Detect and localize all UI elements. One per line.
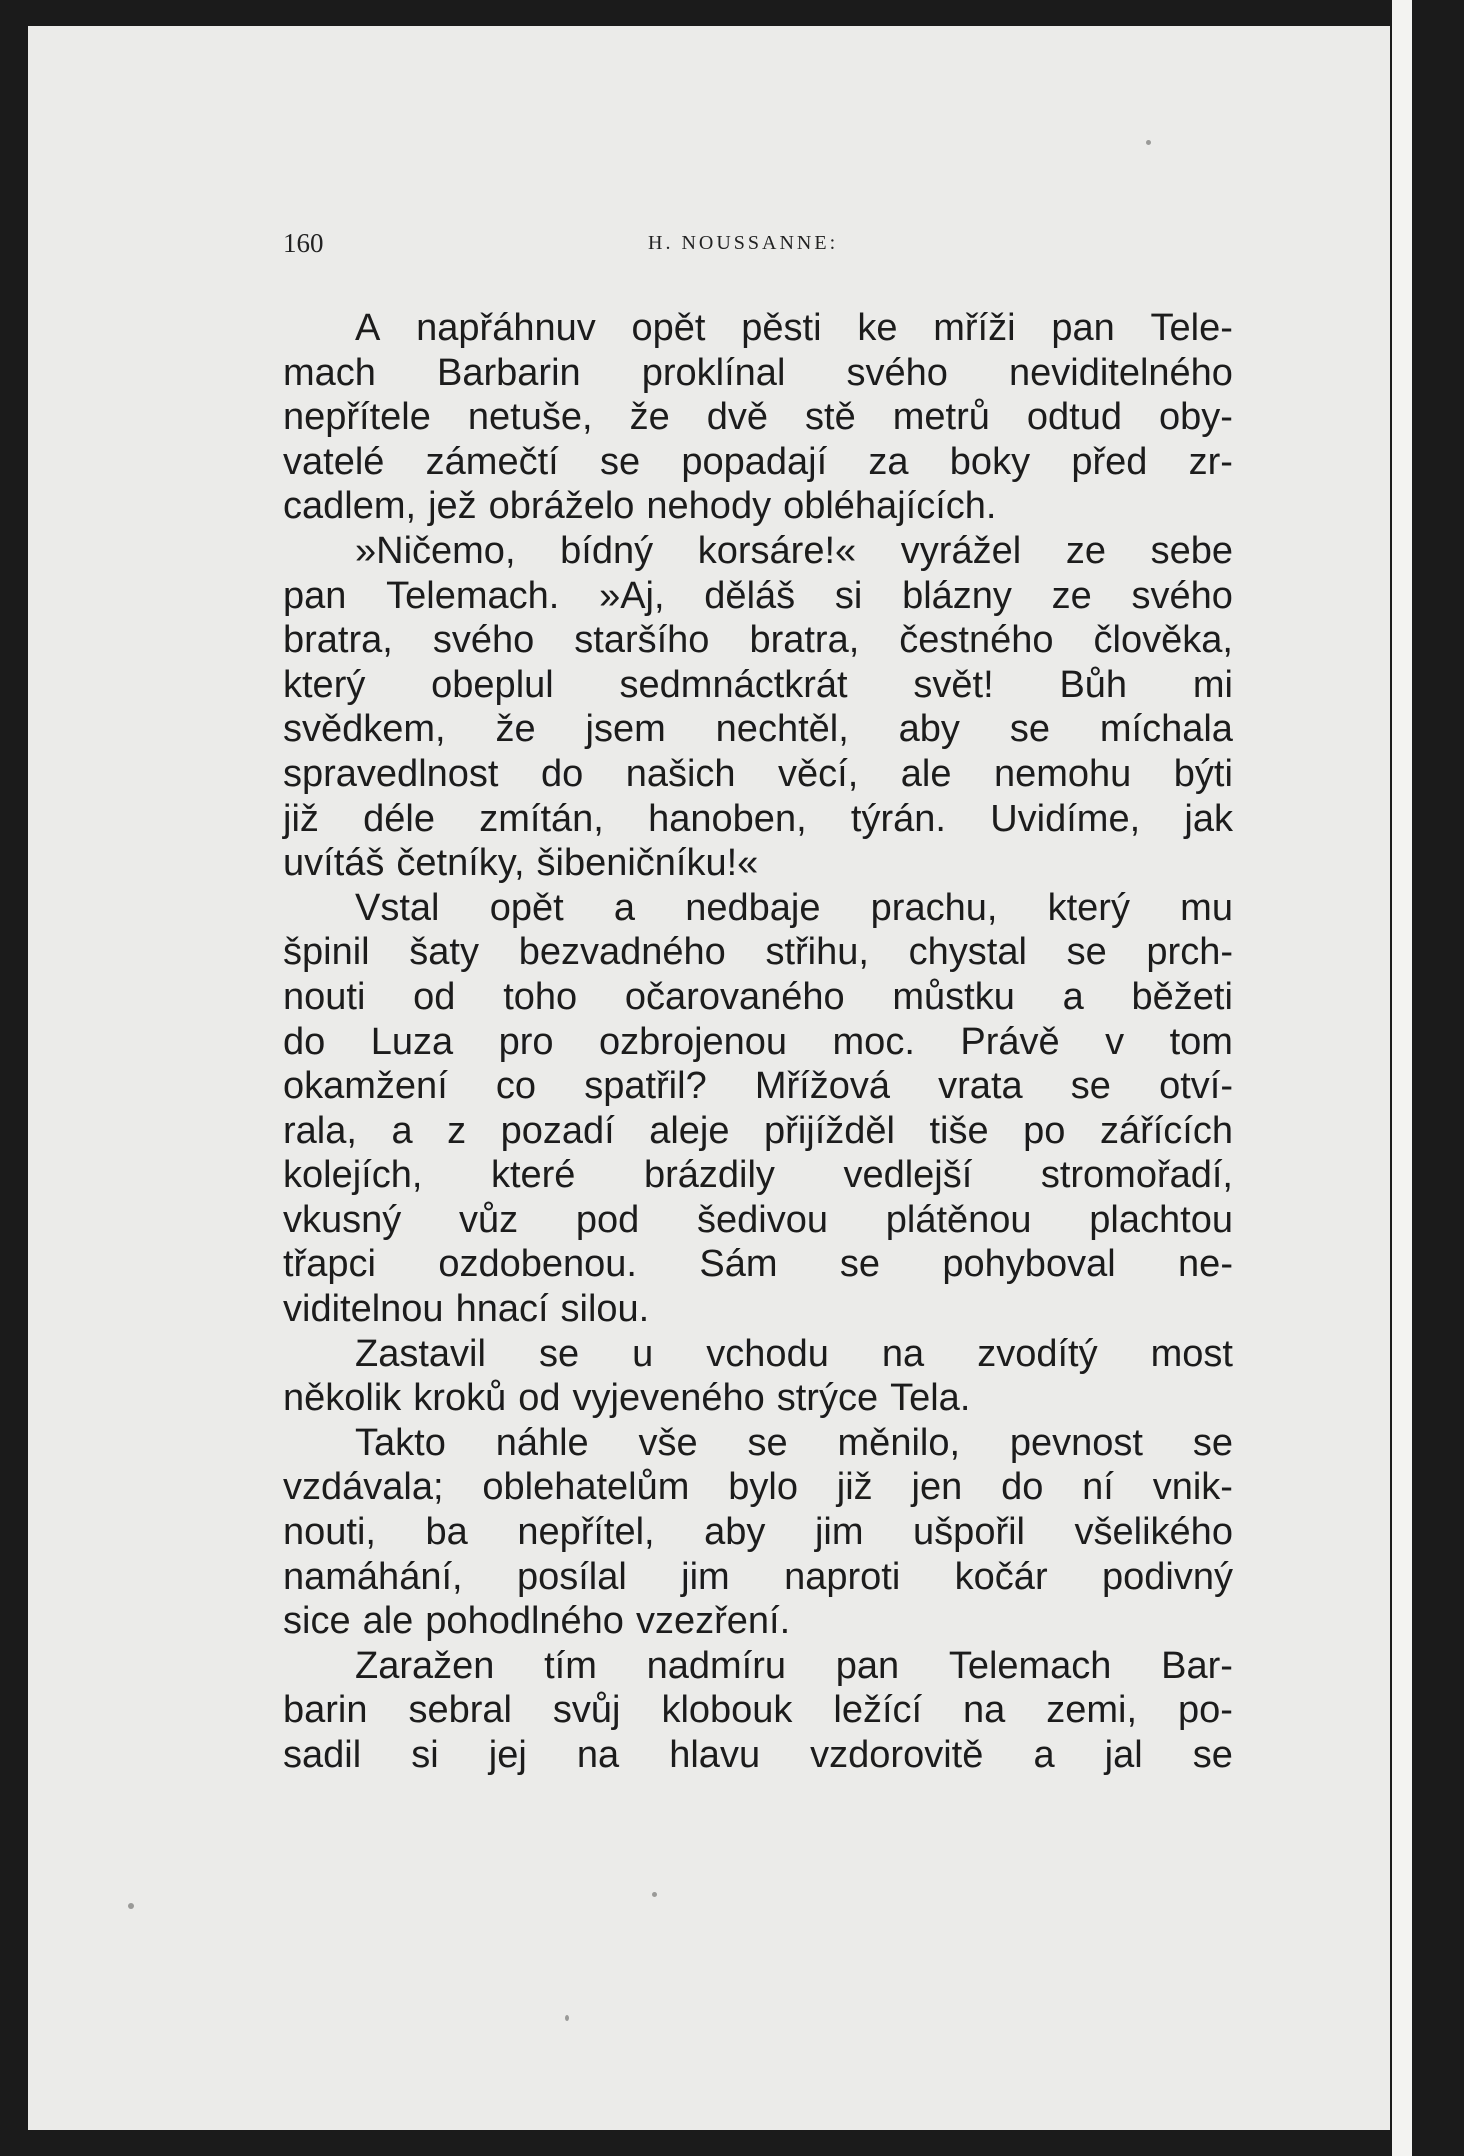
- text-line: sice ale pohodlného vzezření.: [283, 1600, 791, 1643]
- text-line: namáhání, posílal jim naproti kočár podivný: [283, 1555, 1233, 1598]
- text-line: bratra, svého staršího bratra, čestného člověka,: [283, 619, 1233, 662]
- text-line: uvítáš četníky, šibeničníku!«: [283, 842, 759, 885]
- text-line: barin sebral svůj klobouk ležící na zemi, po-: [283, 1689, 1233, 1732]
- text-line: nouti, ba nepřítel, aby jim ušpořil všelikého: [283, 1511, 1233, 1554]
- page-number: 160: [283, 228, 324, 258]
- scan-speck: [652, 1892, 657, 1897]
- scan-speck: [565, 2015, 569, 2021]
- text-line: vzdávala; oblehatelům bylo již jen do ní vnik-: [283, 1466, 1233, 1509]
- text-line: několik kroků od vyjeveného strýce Tela.: [283, 1377, 971, 1420]
- text-line: nepřítele netuše, že dvě stě metrů odtud oby-: [283, 396, 1233, 439]
- running-head: H. NOUSSANNE:: [648, 232, 839, 254]
- text-line: rala, a z pozadí aleje přijížděl tiše po zářících: [283, 1109, 1233, 1152]
- text-line: kolejích, které brázdily vedlejší stromořadí,: [283, 1154, 1233, 1197]
- text-line: »Ničemo, bídný korsáre!« vyrážel ze sebe: [355, 529, 1233, 572]
- text-line: Vstal opět a nedbaje prachu, který mu: [355, 886, 1233, 929]
- text-line: vkusný vůz pod šedivou plátěnou plachtou: [283, 1198, 1233, 1241]
- text-line: který obeplul sedmnáctkrát svět! Bůh mi: [283, 663, 1233, 706]
- page-header: [283, 228, 1243, 268]
- text-line: Takto náhle vše se měnilo, pevnost se: [355, 1421, 1233, 1464]
- text-line: nouti od toho očarovaného můstku a běžeti: [283, 975, 1233, 1018]
- text-line: viditelnou hnací silou.: [283, 1288, 650, 1331]
- scan-speck: [1146, 140, 1151, 145]
- text-line: vatelé zámečtí se popadají za boky před zr-: [283, 440, 1233, 483]
- text-line: Zaražen tím nadmíru pan Telemach Bar-: [355, 1644, 1233, 1687]
- page-edge-strip: [1392, 0, 1412, 2156]
- text-line: spravedlnost do našich věcí, ale nemohu býti: [283, 752, 1233, 795]
- text-line: Zastavil se u vchodu na zvodítý most: [355, 1332, 1233, 1375]
- text-line: třapci ozdobenou. Sám se pohyboval ne-: [283, 1243, 1233, 1286]
- text-line: svědkem, že jsem nechtěl, aby se míchala: [283, 708, 1233, 751]
- text-line: sadil si jej na hlavu vzdorovitě a jal se: [283, 1734, 1233, 1776]
- text-line: do Luza pro ozbrojenou moc. Právě v tom: [283, 1020, 1233, 1063]
- text-line: cadlem, jež obráželo nehody obléhajících.: [283, 485, 997, 528]
- text-line: A napřáhnuv opět pěsti ke mříži pan Tele-: [355, 307, 1233, 349]
- text-line: mach Barbarin proklínal svého neviditelného: [283, 351, 1233, 394]
- body-text: [283, 306, 1233, 1778]
- text-line: již déle zmítán, hanoben, týrán. Uvidíme, jak: [283, 797, 1233, 840]
- text-line: špinil šaty bezvadného střihu, chystal se prch-: [283, 931, 1233, 974]
- text-line: okamžení co spatřil? Mřížová vrata se otví-: [283, 1065, 1233, 1108]
- scan-speck: [128, 1903, 134, 1909]
- text-line: pan Telemach. »Aj, děláš si blázny ze svého: [283, 574, 1233, 617]
